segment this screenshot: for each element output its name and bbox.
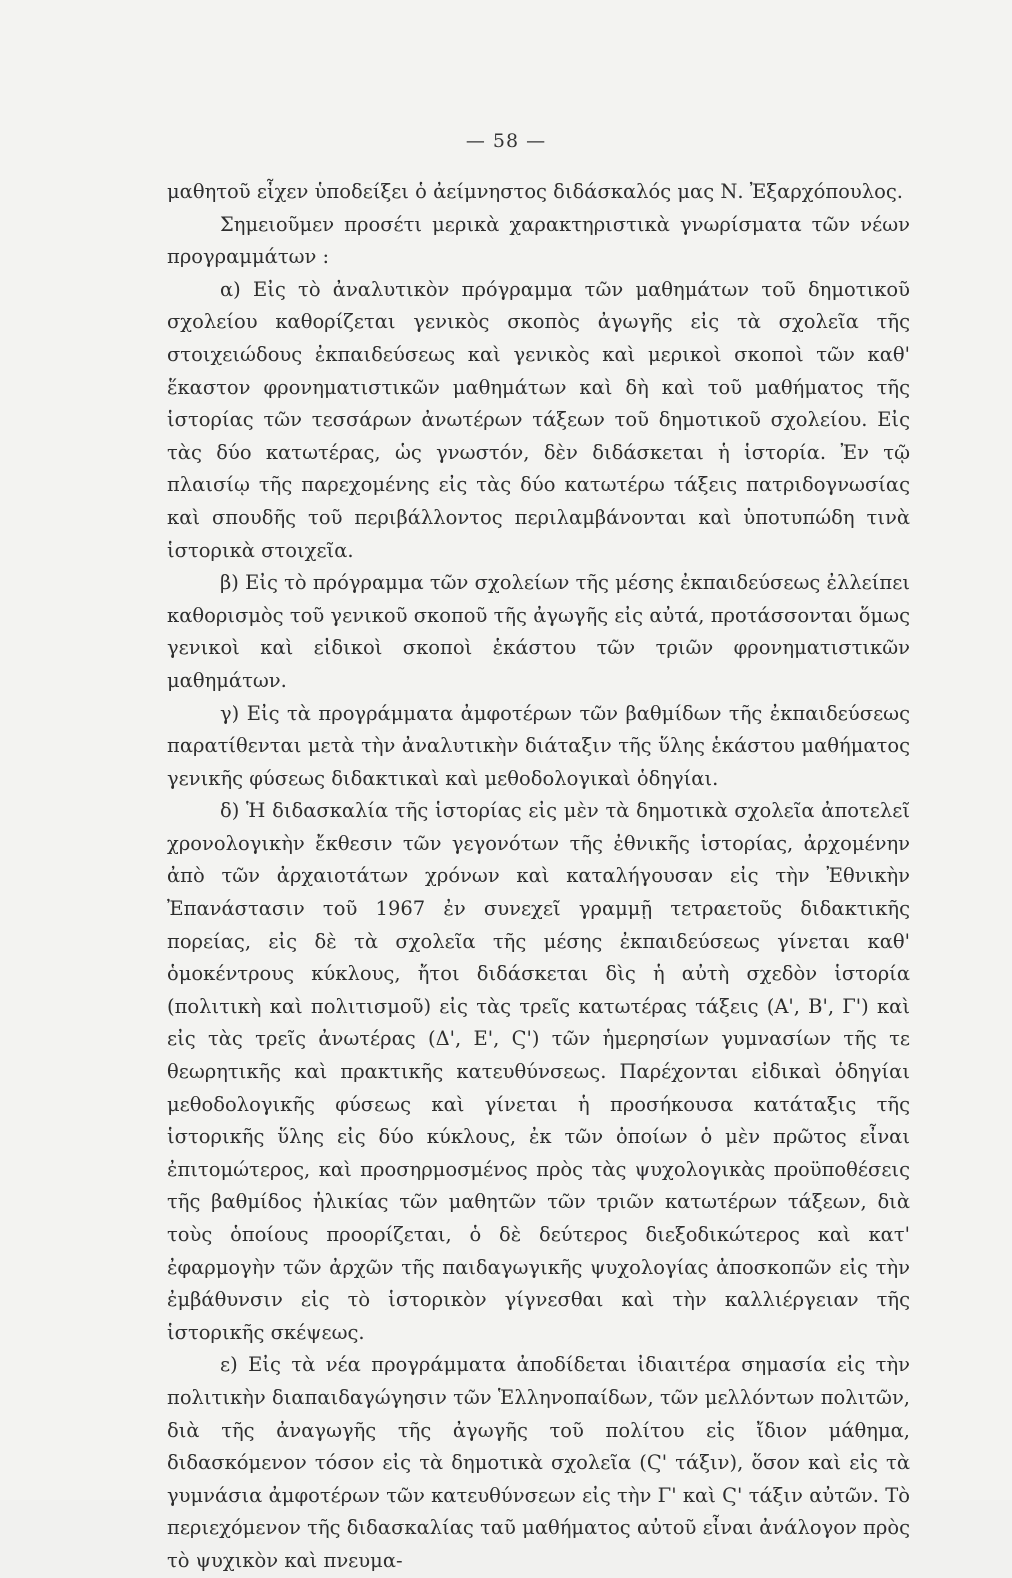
- paragraph-continuation: μαθητοῦ εἶχεν ὑποδείξει ὁ ἀείμνηστος διδάσκαλός μας Ν. Ἐξαρχόπουλος.: [167, 180, 903, 203]
- paragraph-intro: Σημειοῦμεν προσέτι μερικὰ χαρακτηριστικὰ γνωρίσματα τῶν νέων προγραμμάτων :: [167, 212, 910, 269]
- paragraph-epsilon: ε) Εἰς τὰ νέα προγράμματα ἀποδίδεται ἰδιαιτέρα σημασία εἰς τὴν πολιτικὴν διαπαιδαγώγησιν τῶν Ἑλληνοπαίδων, τῶν μελλόντων πολιτῶν, διὰ τῆς ἀναγωγῆς τῆς ἀγωγῆς τοῦ πολίτου εἰς ἴδιον μάθημα, διδασκόμενον τόσον εἰς τὰ δημοτικὰ σχολεῖα (Ϛ' τάξιν), ὅσον καὶ εἰς τὰ γυμνάσια ἀμφοτέρων τῶν κατευθύνσεων εἰς τὴν Γ' καὶ Ϛ' τάξιν αὐτῶν. Τὸ περιεχόμενον τῆς διδασκαλίας ταῦ μαθήματος αὐτοῦ εἶναι ἀνάλογον πρὸς τὸ ψυχικὸν καὶ πνευμα-: [167, 1353, 910, 1572]
- paragraph-gamma: γ) Εἰς τὰ προγράμματα ἀμφοτέρων τῶν βαθμίδων τῆς ἐκπαιδεύσεως παρατίθενται μετὰ τὴν ἀναλυτικὴν διάταξιν τῆς ὕλης ἑκάστου μαθήματος γενικῆς φύσεως διδακτικαὶ καὶ μεθοδολογικαὶ ὁδηγίαι.: [167, 701, 910, 790]
- page-number: — 58 —: [465, 130, 547, 152]
- paragraph-delta: δ) Ἡ διδασκαλία τῆς ἱστορίας εἰς μὲν τὰ δημοτικὰ σχολεῖα ἀποτελεῖ χρονολογικὴν ἔκθεσιν τῶν γεγονότων τῆς ἐθνικῆς ἱστορίας, ἀρχομένην ἀπὸ τῶν ἀρχαιοτάτων χρόνων καὶ καταλήγουσαν εἰς τὴν Ἐθνικὴν Ἐπανάστασιν τοῦ 1967 ἐν συνεχεῖ γραμμῇ τετραετοῦς διδακτικῆς πορείας, εἰς δὲ τὰ σχολεῖα τῆς μέσης ἐκπαιδεύσεως γίνεται καθ' ὁμοκέντρους κύκλους, ἤτοι διδάσκεται δὶς ἡ αὐτὴ σχεδὸν ἱστορία (πολιτικὴ καὶ πολιτισμοῦ) εἰς τὰς τρεῖς κατωτέρας τάξεις (Α', Β', Γ') καὶ εἰς τὰς τρεῖς ἀνωτέρας (Δ', Ε', Ϛ') τῶν ἡμερησίων γυμνασίων τῆς τε θεωρητικῆς καὶ πρακτικῆς κατευθύνσεως. Παρέχονται εἰδικαὶ ὁδηγίαι μεθοδολογικῆς φύσεως καὶ γίνεται ἡ προσήκουσα κατάταξις τῆς ἱστορικῆς ὕλης εἰς δύο κύκλους, ἐκ τῶν ὁποίων ὁ μὲν πρῶτος εἶναι ἐπιτομώτερος, καὶ προσηρμοσμένος πρὸς τὰς ψυχολογικὰς προϋποθέσεις τῆς βαθμίδος ἡλικίας τῶν μαθητῶν τῶν τριῶν κατωτέρων τάξεων, διὰ τοὺς ὁποίους προορίζεται, ὁ δὲ δεύτερος διεξοδικώτερος καὶ κατ' ἐφαρμογὴν τῶν ἀρχῶν τῆς παιδαγωγικῆς ψυχολογίας ἀποσκοπῶν εἰς τὴν ἐμβάθυνσιν εἰς τὸ ἱστορικὸν γίγνεσθαι καὶ τὴν καλλιέργειαν τῆς ἱστορικῆς σκέψεως.: [167, 799, 910, 1344]
- paragraph-beta: β) Εἰς τὸ πρόγραμμα τῶν σχολείων τῆς μέσης ἐκπαιδεύσεως ἐλλείπει καθορισμὸς τοῦ γενικοῦ σκοποῦ τῆς ἀγωγῆς εἰς αὐτά, προτάσσονται ὅμως γενικοὶ καὶ εἰδικοὶ σκοποὶ ἑκάστου τῶν τριῶν φρονηματιστικῶν μαθημάτων.: [167, 571, 910, 692]
- body-text: [167, 176, 910, 1578]
- paragraph-alpha: α) Εἰς τὸ ἀναλυτικὸν πρόγραμμα τῶν μαθημάτων τοῦ δημοτικοῦ σχολείου καθορίζεται γενικὸς σκοπὸς ἀγωγῆς εἰς τὰ σχολεῖα τῆς στοιχειώδους ἐκπαιδεύσεως καὶ γενικὸς καὶ μερικοὶ σκοποὶ τῶν καθ' ἕκαστον φρονηματιστικῶν μαθημάτων καὶ δὴ καὶ τοῦ μαθήματος τῆς ἱστορίας τῶν τεσσάρων ἀνωτέρων τάξεων τοῦ δημοτικοῦ σχολείου. Εἰς τὰς δύο κατωτέρας, ὡς γνωστόν, δὲν διδάσκεται ἡ ἱστορία. Ἐν τῷ πλαισίῳ τῆς παρεχομένης εἰς τὰς δύο κατωτέρω τάξεις πατριδογνωσίας καὶ σπουδῆς τοῦ περιβάλλοντος περιλαμβάνονται καὶ ὑποτυπώδη τινὰ ἱστορικὰ στοιχεῖα.: [167, 277, 910, 562]
